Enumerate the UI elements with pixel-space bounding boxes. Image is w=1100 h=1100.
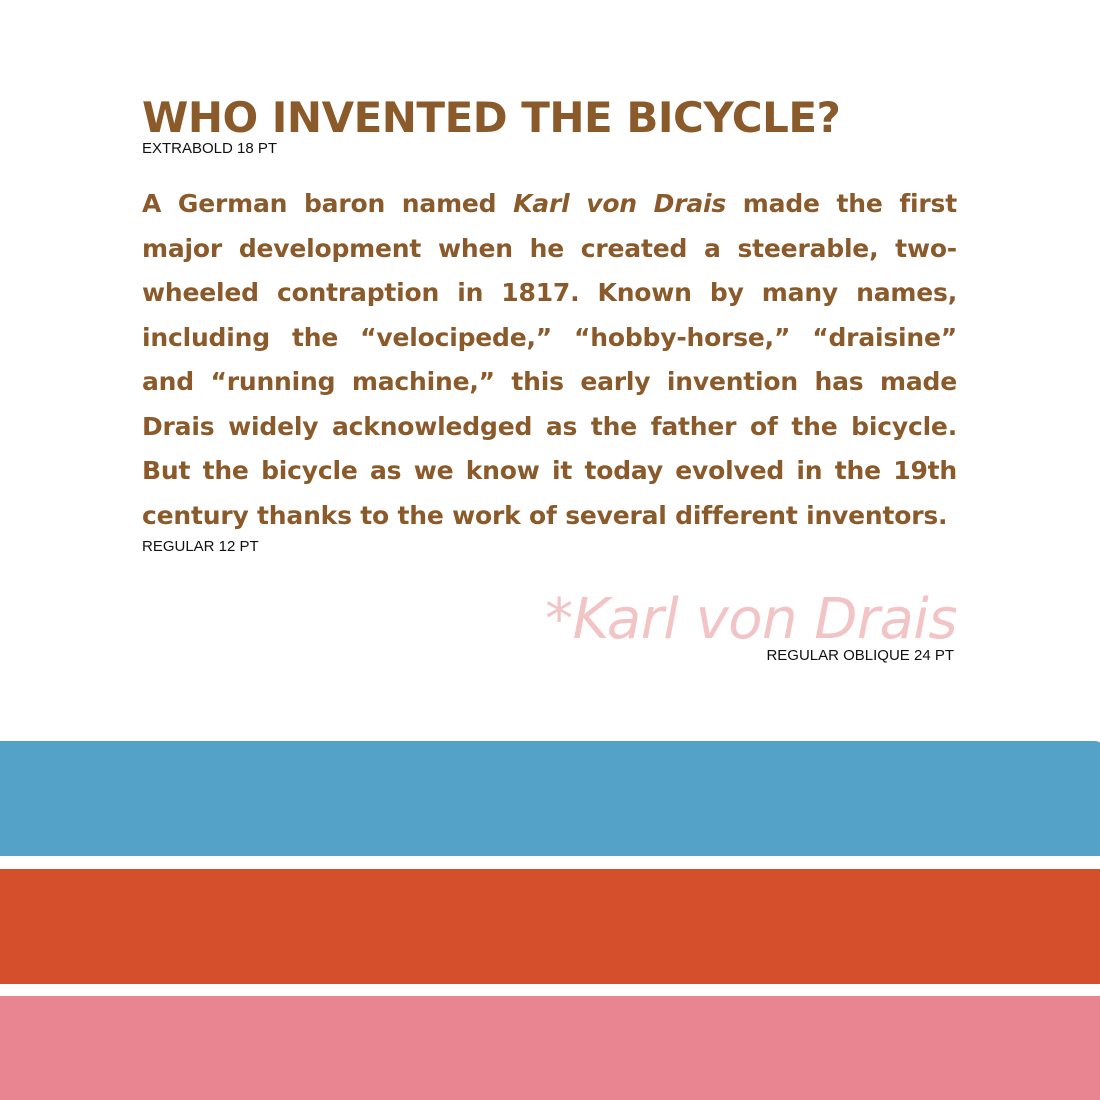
stripe-red: [0, 869, 1100, 984]
body-text-lead: A German baron named: [142, 189, 514, 218]
stripe-blue: [0, 741, 1100, 856]
article: [142, 92, 957, 556]
body-text-rest: made the first major development when he created a steerable, two-wheeled contraption in 1817. Known by many names, including the “velocipede,” “hobby-horse,” “draisine” and “running machine,” this early invention has made Drais widely acknowledged as the father of the bicycle. But the bicycle as we know it today evolved in the 19th century thanks to the work of several different inventors.: [142, 189, 957, 530]
body-paragraph: [142, 182, 957, 538]
body-text-name: Karl von Drais: [513, 189, 727, 218]
stripe-pink: [0, 996, 1100, 1100]
headline-spec-label: EXTRABOLD 18 PT: [142, 140, 278, 157]
headline: WHO INVENTED THE BICYCLE?: [142, 93, 841, 142]
pull-quote: *Karl von Drais: [545, 587, 957, 652]
pull-quote-block: [545, 587, 957, 665]
body-spec-label: REGULAR 12 PT: [142, 538, 259, 555]
pull-quote-spec-label: REGULAR OBLIQUE 24 PT: [766, 647, 954, 664]
